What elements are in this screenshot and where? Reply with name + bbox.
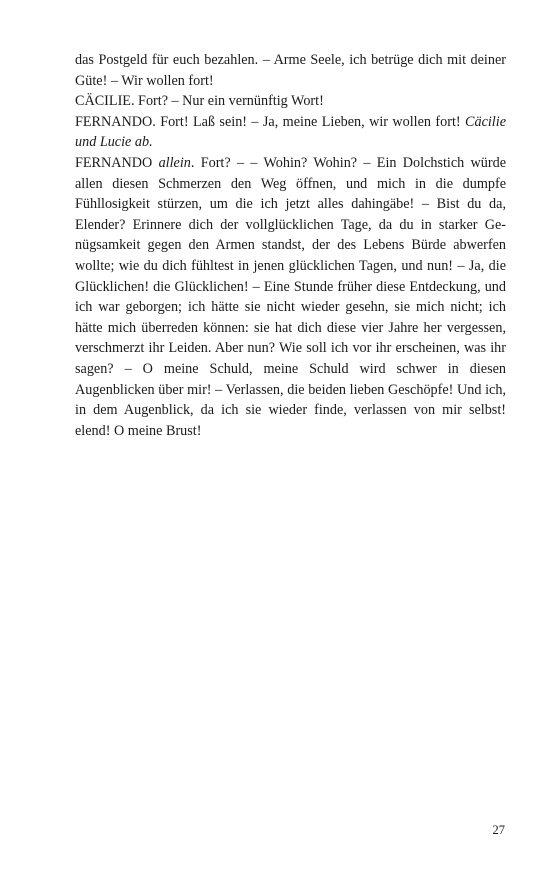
paragraph-caecilie-line [75, 91, 506, 112]
text-segment: das Postgeld für euch bezahlen. – Arme Seele, ich betrüge dich mit deiner Güte! – Wir wollen fort! [75, 52, 506, 89]
speaker-name: FERNANDO [75, 154, 159, 171]
body-text [75, 50, 506, 441]
page-number: 27 [492, 823, 505, 837]
text-segment: . Fort? – – Wohin? Wohin? – Ein Dolchstich würde allen diesen Schmerzen den Weg öffnen, und mich in die dumpfe Fühllosigkeit stürzen, um die ich jetzt alles dahingäbe! – Bist du da, Elender? Erinnere dich der vollglücklichen Tage, da du in starker Genügsamkeit gegen den Armen standst, der des Lebens Bürde abwerfen wollte; wie du dich fühltest in jenen glücklichen Tagen, und nun! – Ja, die Glücklichen! die Glücklichen! – Eine Stunde früher diese Entdeckung, und ich war geborgen; ich hätte sie nicht wieder gesehn, sie mich nicht; ich hätte mich überreden können: sie hat dich diese vier Jahre her vergessen, verschmerzt ihr Leiden. Aber nun? Wie soll ich vor ihr erscheinen, was ihr sagen? – O meine Schuld, meine Schuld wird schwer in diesen Augenblicken über mir! – Verlassen, die beiden lieben Geschöpfe! Und ich, in dem Augenblick, da ich sie wieder finde, verlassen von mir selbst! elend! O meine Brust! [75, 154, 507, 439]
paragraph-1 [75, 50, 506, 91]
text-segment: FERNANDO. Fort! Laß sein! – Ja, meine Lieben, wir wollen fort! [75, 113, 466, 130]
stage-direction: Cäcilie und Lucie ab. [75, 113, 506, 151]
stage-direction: allein [158, 154, 191, 171]
text-segment: CÄCILIE. Fort? – Nur ein vernünftig Wort! [75, 93, 324, 110]
paragraph-fernando-monologue [75, 153, 506, 441]
paragraph-fernando-line [75, 112, 506, 153]
